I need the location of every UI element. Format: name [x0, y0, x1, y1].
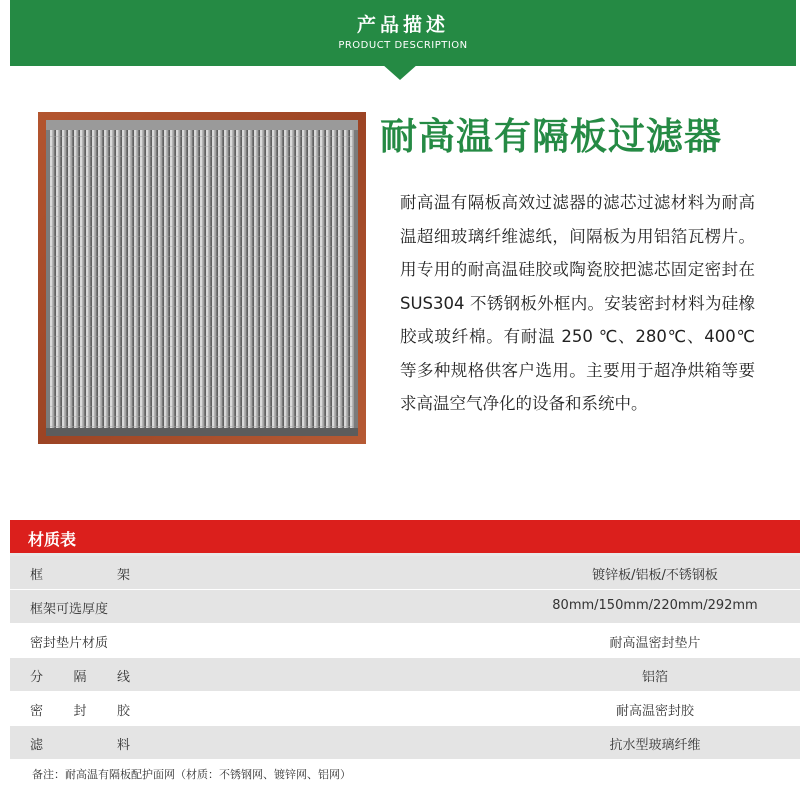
- row-label: [30, 564, 130, 583]
- row-value: 抗水型玻璃纤维: [609, 738, 701, 753]
- material-table-title: 材质表: [28, 530, 77, 549]
- row-value: 耐高温密封垫片: [609, 636, 701, 651]
- row-label-char: 胶: [116, 704, 130, 719]
- table-row: [10, 590, 800, 624]
- filter-pleats: [50, 130, 354, 430]
- material-table-header: [10, 520, 800, 556]
- row-label: 框架可选厚度: [30, 602, 109, 617]
- row-label: [30, 734, 130, 753]
- table-row: [10, 726, 800, 760]
- row-label: 密封垫片材质: [30, 636, 109, 651]
- table-row: [10, 692, 800, 726]
- row-label-char: 密: [30, 704, 44, 719]
- table-note: 备注：耐高温有隔板配护面网（材质：不锈钢网、镀锌网、铝网）: [32, 768, 351, 781]
- row-label-char: 料: [116, 738, 130, 753]
- product-title: 耐高温有隔板过滤器: [380, 115, 722, 158]
- row-label-char: 线: [116, 670, 130, 685]
- section-subtitle: PRODUCT DESCRIPTION: [338, 40, 468, 51]
- table-row: [10, 658, 800, 692]
- section-title: 产品描述: [356, 14, 449, 36]
- section-header-banner: [10, 0, 796, 66]
- product-description: 耐高温有隔板高效过滤器的滤芯过滤材料为耐高温超细玻璃纤维滤纸，间隔板为用铝箔瓦楞片。用专用的耐高温硅胶或陶瓷胶把滤芯固定密封在 SUS304 不锈钢板外框内。安装密封材料为硅橡胶或玻纤棉。有耐温 250 ℃、280℃、400℃等多种规格供客户选用。主要用于超净烘箱等要求高温空气净化的设备和系统中。: [400, 193, 755, 413]
- row-value: 镀锌板/铝板/不锈钢板: [592, 568, 718, 583]
- row-label-char: 架: [116, 568, 130, 583]
- header-notch-arrow: [382, 64, 418, 80]
- row-value: 耐高温密封胶: [615, 704, 694, 719]
- row-value: 铝箔: [641, 670, 668, 685]
- table-row: [10, 624, 800, 658]
- row-label-char: 隔: [73, 670, 87, 685]
- row-label-char: 框: [30, 568, 44, 583]
- row-label: [30, 666, 130, 685]
- material-table: [10, 556, 800, 760]
- product-image: [38, 112, 366, 444]
- material-table-header-bar: [10, 520, 800, 553]
- row-value: 80mm/150mm/220mm/292mm: [552, 598, 758, 613]
- row-label: [30, 700, 130, 719]
- row-label-char: 封: [73, 704, 87, 719]
- row-label-char: 分: [30, 670, 44, 685]
- row-label-char: 滤: [30, 738, 44, 753]
- table-row: [10, 556, 800, 590]
